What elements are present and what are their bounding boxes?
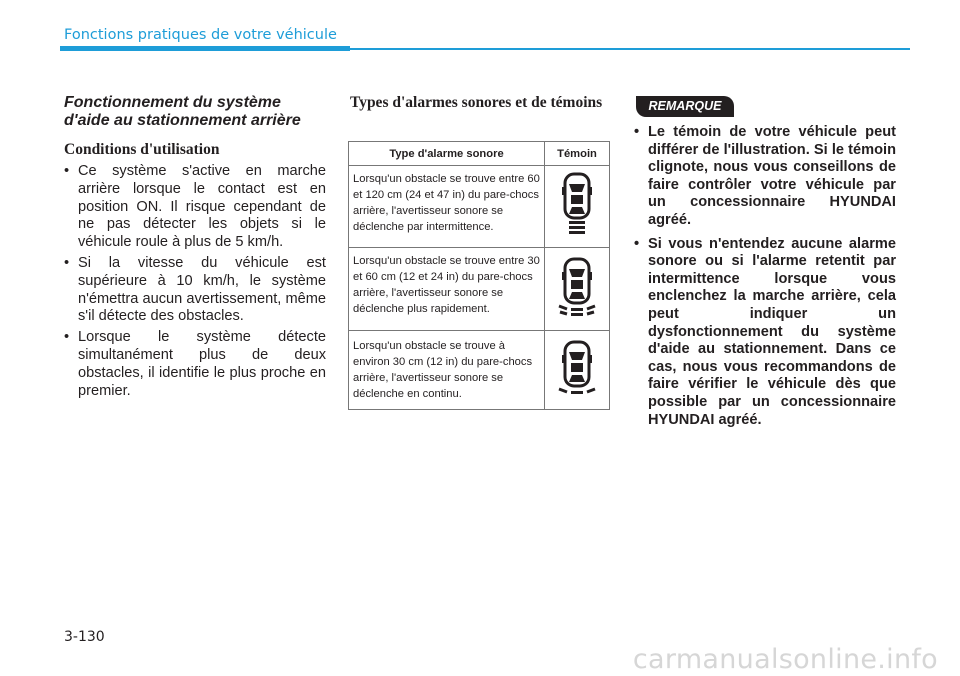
- alarms-title: Types d'alarmes sonores et de témoins: [350, 94, 603, 111]
- header-title: Fonctions pratiques de votre véhicule: [64, 27, 337, 43]
- list-item: [64, 329, 326, 400]
- col-header-type: Type d'alarme sonore: [349, 142, 545, 166]
- remark-list: [634, 124, 896, 429]
- condition-text: Lorsque le système détecte simultanément plus de deux obstacles, il identifie le plus proche en premier.: [78, 329, 326, 399]
- bullet-icon: •: [64, 254, 70, 271]
- header-rule-thin: [350, 48, 910, 50]
- remark-text: Si vous n'entendez aucune alarme sonore ou si l'alarme retentit par intermittence lorsque vous enclenchez la marche arrière, cela peut indiquer un dysfonctionnement du système d'aide au stationnement. Dans ce cas, nous vous recommandons de faire vérifier le véhicule dès que possible par un concessionnaire HYUNDAI agréé.: [648, 235, 896, 428]
- condition-text: Si la vitesse du véhicule est supérieure à 10 km/h, le système n'émettra aucun avertissement, même s'il détecte des obstacles.: [78, 254, 326, 325]
- list-item: [64, 163, 326, 252]
- table-row: [349, 248, 610, 331]
- bullet-icon: •: [634, 124, 640, 140]
- alarm-description: Lorsqu'un obstacle se trouve à environ 30 cm (12 in) du pare-chocs arrière, l'avertisseur sonore se déclenche en continu.: [349, 331, 545, 410]
- list-item: [64, 255, 326, 326]
- page-number: 3-130: [64, 629, 105, 645]
- conditions-list: [64, 163, 326, 400]
- col-header-indicator: Témoin: [545, 142, 610, 166]
- car-sensor-medium-icon: [557, 256, 597, 318]
- car-sensor-near-icon: [557, 339, 597, 397]
- table-row: [349, 331, 610, 410]
- left-column: [64, 94, 326, 403]
- conditions-title: Conditions d'utilisation: [64, 141, 220, 158]
- watermark: carmanualsonline.info: [632, 644, 938, 675]
- table-row: [349, 166, 610, 248]
- table-header-row: [349, 142, 610, 166]
- condition-text: Ce système s'active en marche arrière lorsque le contact est en position ON. Il risque cependant de ne pas détecter les objets si le véhicule roule à plus de 5 km/h.: [78, 163, 326, 251]
- alarm-description: Lorsqu'un obstacle se trouve entre 60 et 120 cm (24 et 47 in) du pare-chocs arrière, l'avertisseur sonore se déclenche par intermittence.: [349, 166, 545, 248]
- header-rule-thick: [60, 46, 350, 51]
- remark-text: Le témoin de votre véhicule peut différer de l'illustration. Si le témoin clignote, nous vous conseillons de faire contrôler votre véhicule par un concessionnaire HYUNDAI agréé.: [648, 124, 896, 228]
- bullet-icon: •: [64, 163, 70, 179]
- list-item: [634, 124, 896, 230]
- alarm-table: [348, 141, 610, 410]
- car-sensor-far-icon: [560, 171, 594, 237]
- bullet-icon: •: [64, 329, 70, 346]
- section-title: Fonctionnement du système d'aide au stationnement arrière: [64, 94, 301, 129]
- bullet-icon: •: [634, 235, 640, 252]
- alarm-description: Lorsqu'un obstacle se trouve entre 30 et 60 cm (12 et 24 in) du pare-chocs arrière, l'avertisseur sonore se déclenche plus rapidement.: [349, 248, 545, 331]
- remark-badge: REMARQUE: [636, 96, 734, 117]
- list-item: [634, 236, 896, 430]
- right-column: [634, 124, 896, 435]
